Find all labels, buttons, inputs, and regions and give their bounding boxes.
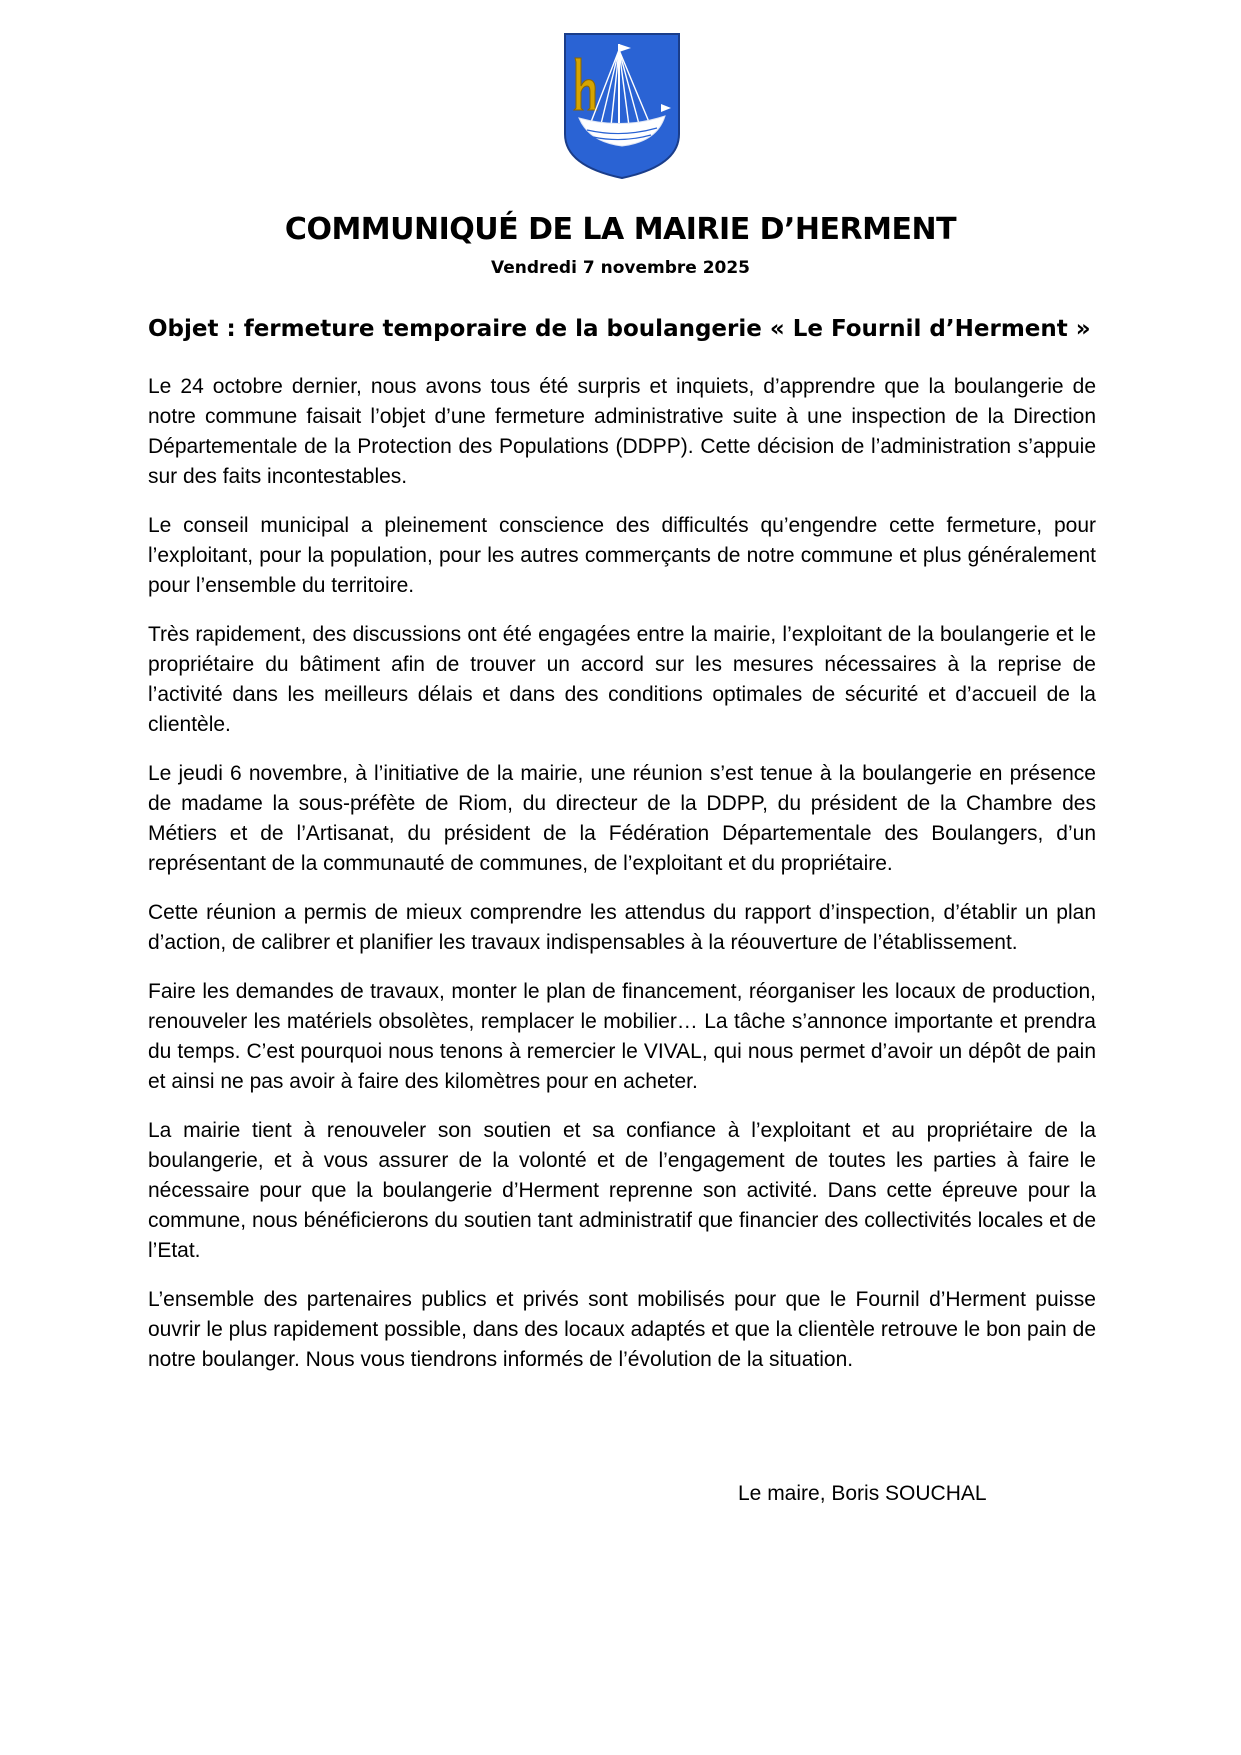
coat-of-arms-icon <box>561 30 683 180</box>
date-line: Vendredi 7 novembre 2025 <box>490 258 751 278</box>
signature: Le maire, Boris SOUCHAL <box>738 1482 987 1505</box>
page-title: COMMUNIQUÉ DE LA MAIRIE D’HERMENT <box>284 212 957 247</box>
paragraph: Le 24 octobre dernier, nous avons tous été surpris et inquiets, d’apprendre que la boulangerie de notre commune faisait l’objet d’une fermeture administrative suite à une inspection de la Direction Départementale de la Protection des Populations (DDPP). Cette décision de l’administration s’appuie sur des faits incontestables. <box>148 375 1096 488</box>
body-text <box>148 372 1096 1394</box>
subject-line: Objet : fermeture temporaire de la boulangerie « Le Fournil d’Herment » <box>148 316 1091 342</box>
paragraph: Cette réunion a permis de mieux comprendre les attendus du rapport d’inspection, d’établir un plan d’action, de calibrer et planifier les travaux indispensables à la réouverture de l’établissement. <box>148 901 1096 954</box>
paragraph: Faire les demandes de travaux, monter le plan de financement, réorganiser les locaux de production, renouveler les matériels obsolètes, remplacer le mobilier… La tâche s’annonce importante et prendra du temps. C’est pourquoi nous tenons à remercier le VIVAL, qui nous permet d’avoir un dépôt de pain et ainsi ne pas avoir à faire des kilomètres pour en acheter. <box>148 980 1096 1093</box>
paragraph: Le conseil municipal a pleinement conscience des difficultés qu’engendre cette fermeture, pour l’exploitant, pour la population, pour les autres commerçants de notre commune et plus généralement pour l’ensemble du territoire. <box>148 514 1096 597</box>
paragraph: La mairie tient à renouveler son soutien et sa confiance à l’exploitant et au propriétaire de la boulangerie, et à vous assurer de la volonté et de l’engagement de toutes les parties à faire le nécessaire pour que la boulangerie d’Herment reprenne son activité. Dans cette épreuve pour la commune, nous bénéficierons du soutien tant administratif que financier des collectivités locales et de l’Etat. <box>148 1119 1096 1262</box>
paragraph: Le jeudi 6 novembre, à l’initiative de la mairie, une réunion s’est tenue à la boulangerie en présence de madame la sous-préfète de Riom, du directeur de la DDPP, du président de la Chambre des Métiers et de l’Artisanat, du président de la Fédération Départementale des Boulangers, d’un représentant de la communauté de communes, de l’exploitant et du propriétaire. <box>148 762 1096 875</box>
paragraph: Très rapidement, des discussions ont été engagées entre la mairie, l’exploitant de la boulangerie et le propriétaire du bâtiment afin de trouver un accord sur les mesures nécessaires à la reprise de l’activité dans les meilleurs délais et dans des conditions optimales de sécurité et d’accueil de la clientèle. <box>148 623 1096 736</box>
paragraph: L’ensemble des partenaires publics et privés sont mobilisés pour que le Fournil d’Herment puisse ouvrir le plus rapidement possible, dans des locaux adaptés et que la clientèle retrouve le bon pain de notre boulanger. Nous vous tiendrons informés de l’évolution de la situation. <box>148 1288 1096 1371</box>
